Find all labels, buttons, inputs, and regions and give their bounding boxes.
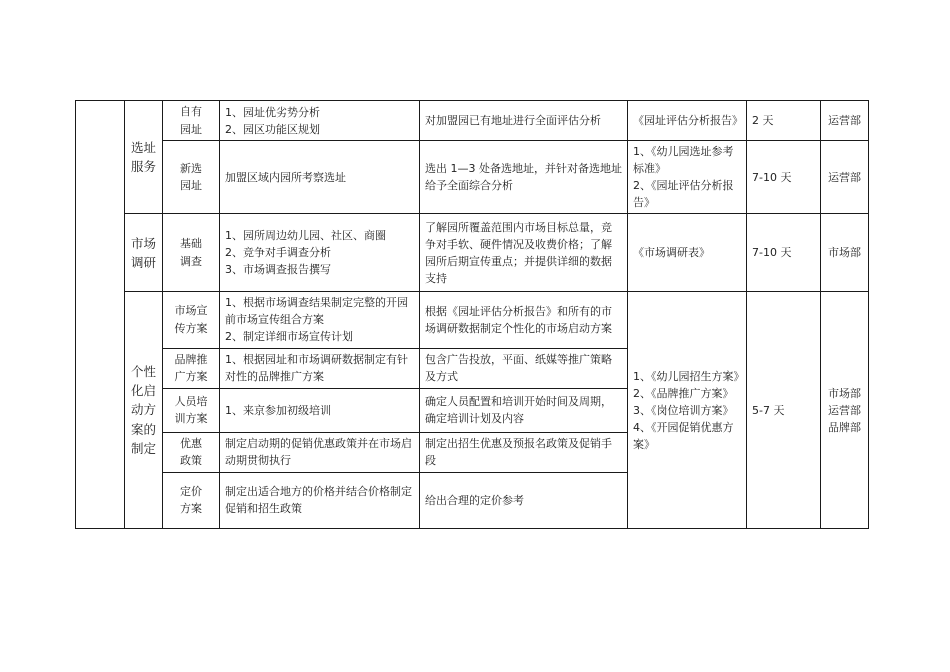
service-category-cell: 市场 调研: [125, 214, 163, 292]
duration-cell: 7-10 天: [747, 141, 821, 214]
table-row: [76, 292, 869, 348]
duration-cell: 2 天: [747, 101, 821, 141]
item-cell: 基础 调查: [163, 214, 220, 292]
table-row: [76, 101, 869, 141]
department-cell: 市场部 运营部 品牌部: [821, 292, 869, 529]
content-cell: 1、园址优劣势分析 2、园区功能区规划: [220, 101, 420, 141]
content-cell: 1、根据市场调查结果制定完整的开园前市场宣传组合方案 2、制定详细市场宣传计划: [220, 292, 420, 348]
item-cell: 品牌推 广方案: [163, 348, 220, 388]
duration-cell: 7-10 天: [747, 214, 821, 292]
content-cell: 1、来京参加初级培训: [220, 388, 420, 432]
service-category-cell: 选址 服务: [125, 101, 163, 214]
item-cell: 市场宣 传方案: [163, 292, 220, 348]
description-cell: 包含广告投放，平面、纸媒等推广策略及方式: [420, 348, 628, 388]
content-cell: 1、根据园址和市场调研数据制定有针对性的品牌推广方案: [220, 348, 420, 388]
content-cell: 1、园所周边幼儿园、社区、商圈 2、竞争对手调查分析 3、市场调查报告撰写: [220, 214, 420, 292]
description-cell: 选出 1—3 处备选地址，并针对备选地址给予全面综合分析: [420, 141, 628, 214]
deliverable-cell: 1、《幼儿园选址参考标准》 2、《园址评估分析报告》: [628, 141, 747, 214]
description-cell: 制定出招生优惠及预报名政策及促销手段: [420, 432, 628, 472]
service-category-cell: 个性 化启 动方 案的 制定: [125, 292, 163, 529]
duration-cell: 5-7 天: [747, 292, 821, 529]
department-cell: 运营部: [821, 101, 869, 141]
item-cell: 定价 方案: [163, 472, 220, 528]
description-cell: 根据《园址评估分析报告》和所有的市场调研数据制定个性化的市场启动方案: [420, 292, 628, 348]
department-cell: 运营部: [821, 141, 869, 214]
description-cell: 给出合理的定价参考: [420, 472, 628, 528]
item-cell: 人员培 训方案: [163, 388, 220, 432]
deliverable-cell: 《园址评估分析报告》: [628, 101, 747, 141]
department-cell: 市场部: [821, 214, 869, 292]
item-cell: 优惠 政策: [163, 432, 220, 472]
content-cell: 制定启动期的促销优惠政策并在市场启动期贯彻执行: [220, 432, 420, 472]
service-plan-table: [75, 100, 869, 529]
content-cell: 加盟区域内园所考察选址: [220, 141, 420, 214]
description-cell: 对加盟园已有地址进行全面评估分析: [420, 101, 628, 141]
item-cell: 自有 园址: [163, 101, 220, 141]
table-row: [76, 214, 869, 292]
item-cell: 新选 园址: [163, 141, 220, 214]
deliverable-cell: 1、《幼儿园招生方案》 2、《品牌推广方案》 3、《岗位培训方案》 4、《开园促销优惠方案》: [628, 292, 747, 529]
description-cell: 确定人员配置和培训开始时间及周期，确定培训计划及内容: [420, 388, 628, 432]
blank-index-cell: [76, 101, 125, 529]
table-row: [76, 141, 869, 214]
description-cell: 了解园所覆盖范围内市场目标总量，竞争对手软、硬件情况及收费价格；了解园所后期宣传重点；并提供详细的数据支持: [420, 214, 628, 292]
content-cell: 制定出适合地方的价格并结合价格制定促销和招生政策: [220, 472, 420, 528]
deliverable-cell: 《市场调研表》: [628, 214, 747, 292]
